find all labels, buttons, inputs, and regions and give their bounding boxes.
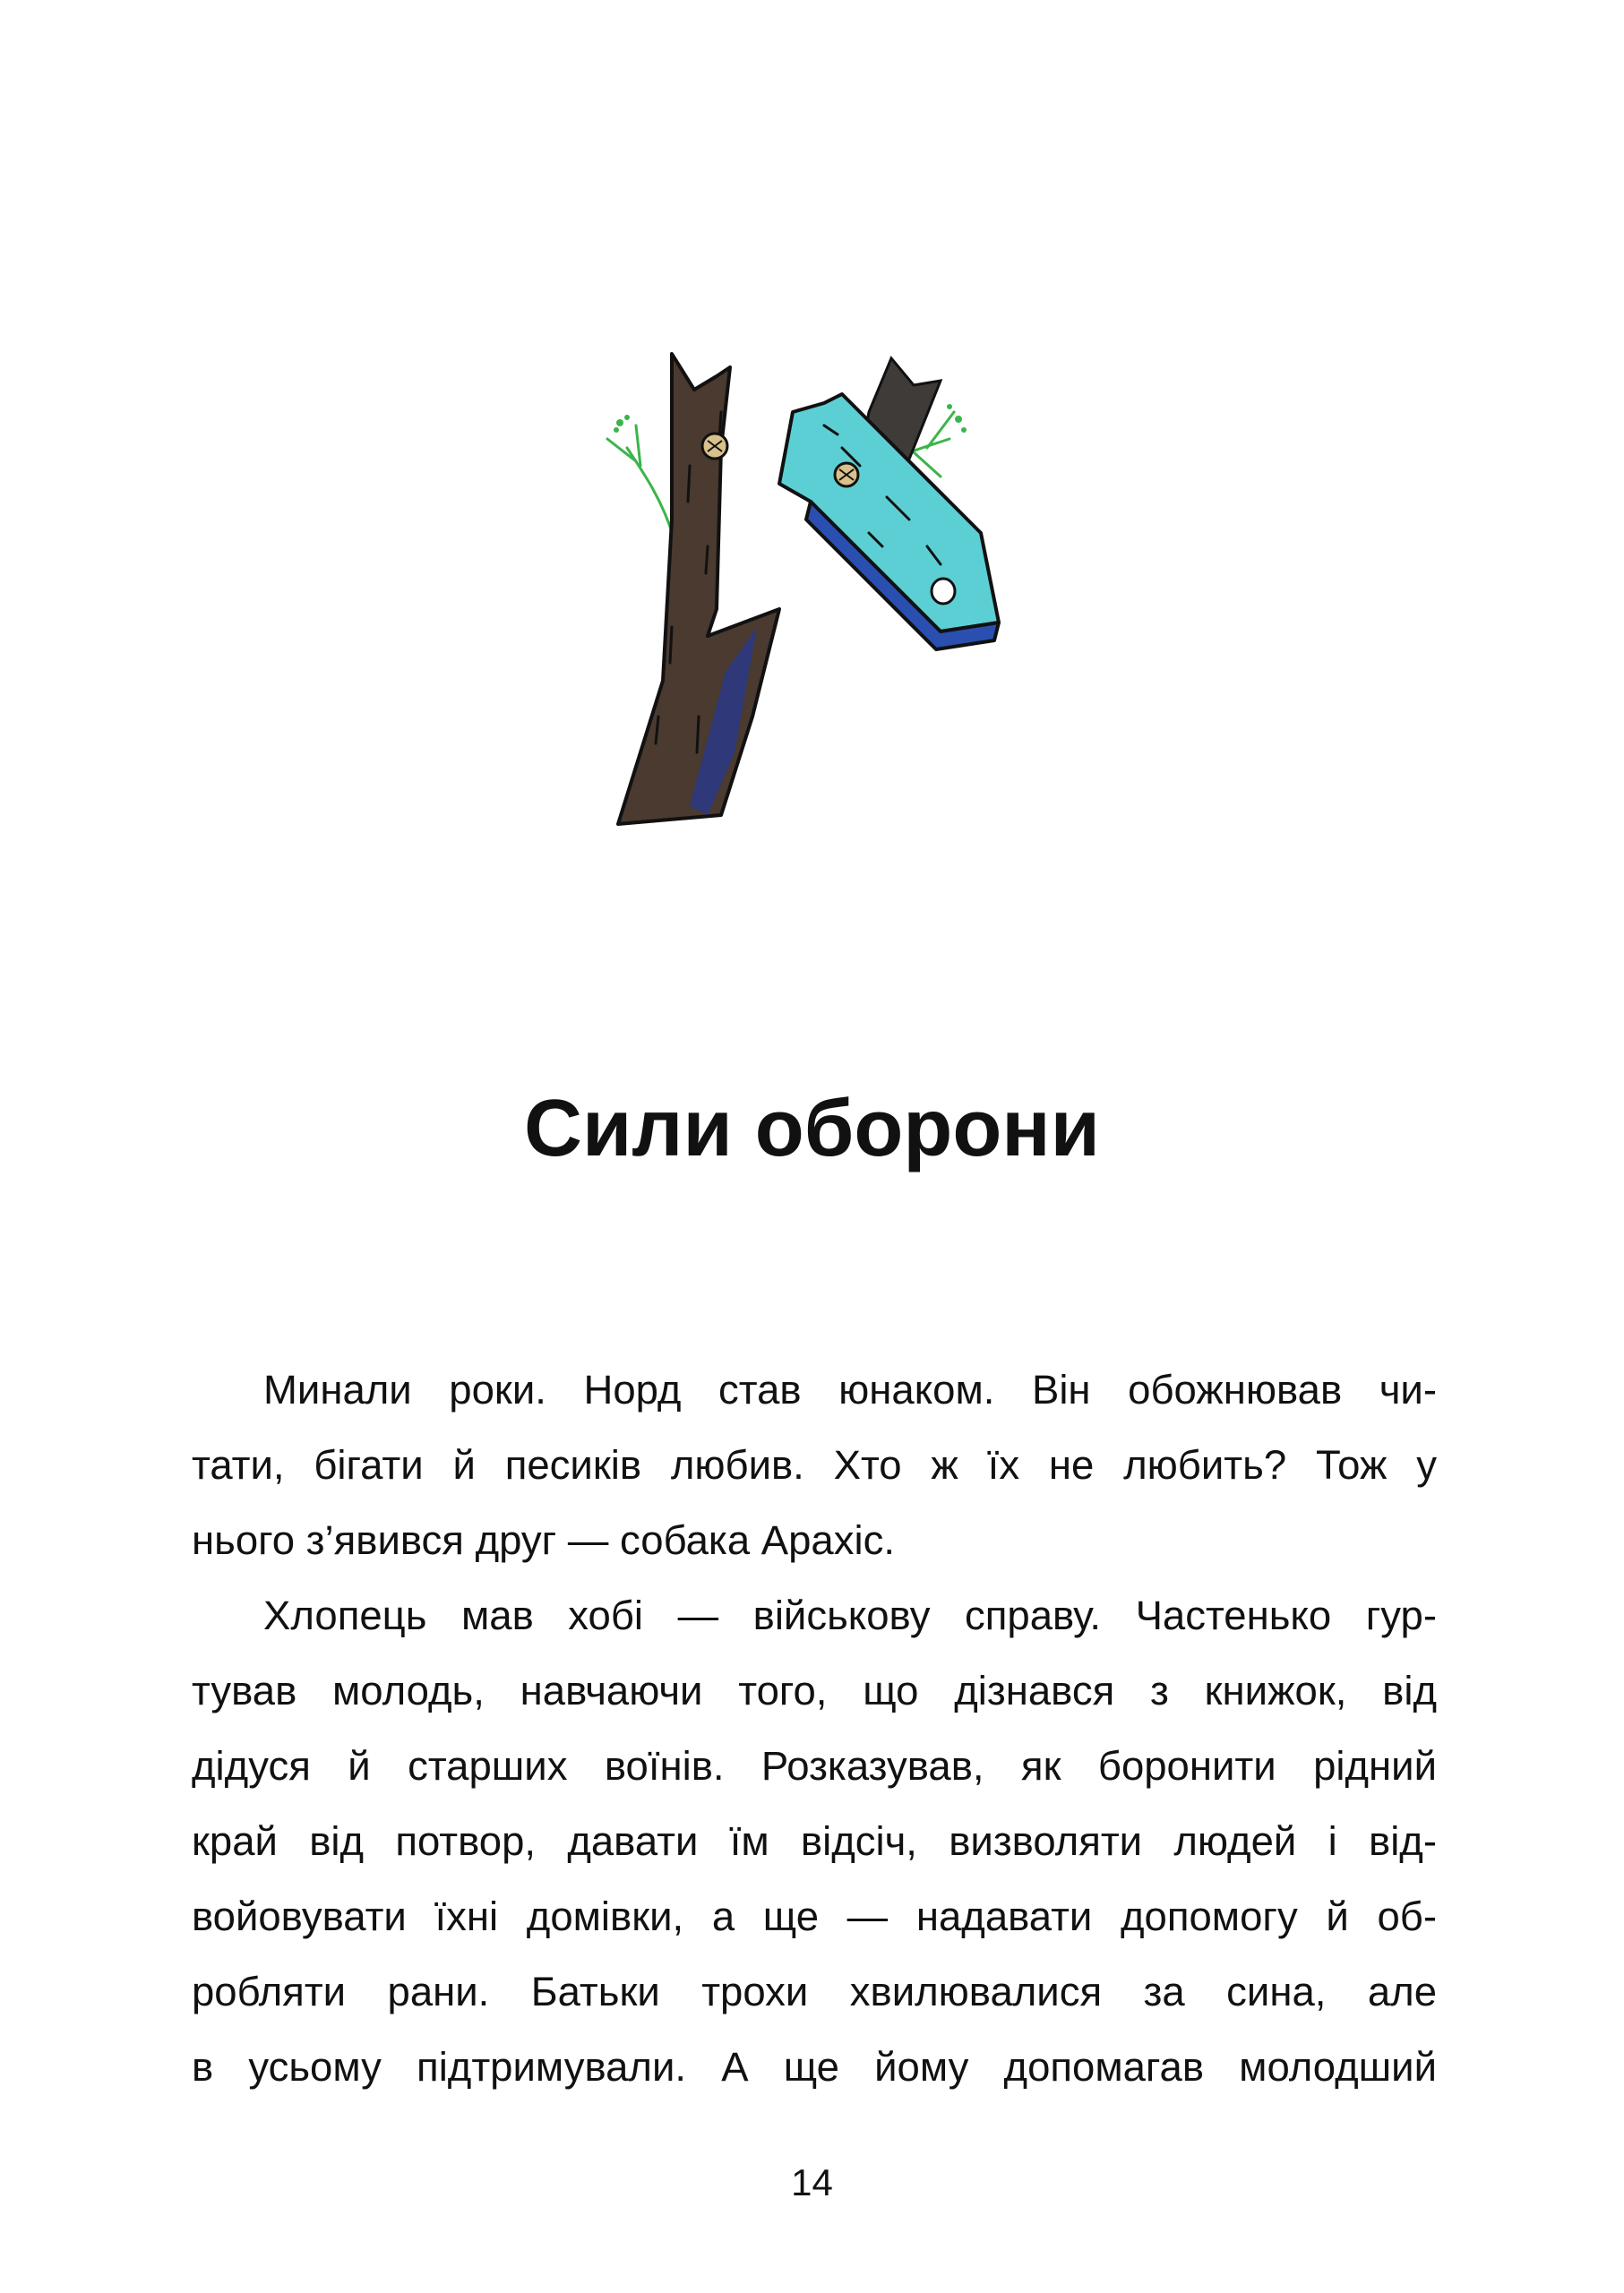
text-line: Минали роки. Норд став юнаком. Він обожнював чи- — [263, 1367, 1437, 1413]
chapter-title: Сили оборони — [523, 1084, 1100, 1173]
tree-with-signpost-letter-illustration — [573, 340, 1075, 860]
text-line: дідуся й старших воїнів. Розказував, як боронити рідний — [192, 1743, 1437, 1789]
tree-trunk — [618, 354, 779, 824]
paragraph — [192, 1353, 1437, 1578]
text-line: робляти рани. Батьки трохи хвилювалися за сина, але — [192, 1969, 1437, 2014]
text-line: тував молодь, навчаючи того, що дізнався з книжок, від — [192, 1668, 1437, 1713]
page-number: 14 — [791, 2161, 833, 2203]
text-line: Хлопець мав хобі — військову справу. Частенько гур- — [263, 1593, 1437, 1638]
left-twig — [607, 425, 674, 537]
tree-signpost-illustration — [573, 340, 1075, 860]
text-line: войовувати їхні домівки, а ще — надавати допомогу й об- — [192, 1894, 1437, 1939]
text-line: край від потвор, давати їм відсіч, визволяти людей і від- — [192, 1818, 1437, 1864]
text-line: в усьому підтримували. А ще йому допомагав молодший — [192, 2044, 1437, 2090]
text-line: нього з’явився друг — собака Арахіс. — [192, 1517, 895, 1563]
text-line: тати, бігати й песиків любив. Хто ж їх не любить? Тож у — [192, 1442, 1437, 1488]
body-text — [192, 1353, 1437, 2105]
paragraph — [192, 1578, 1437, 2105]
